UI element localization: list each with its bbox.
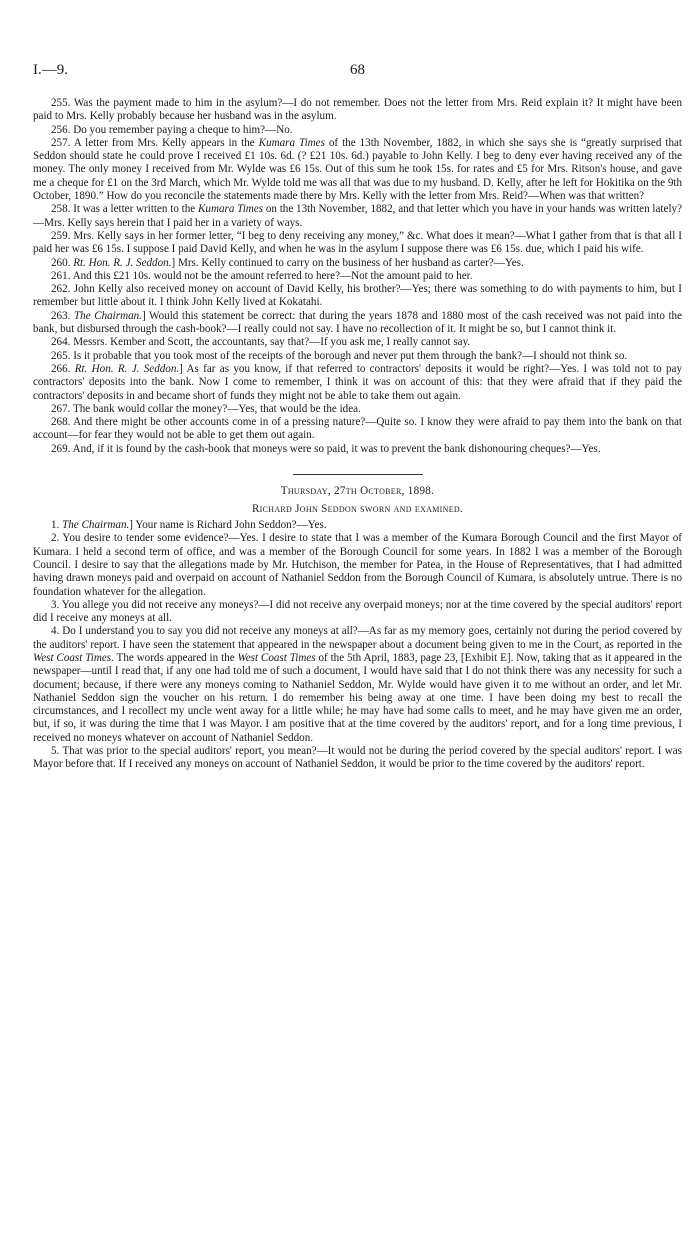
page-header	[33, 62, 682, 82]
testimony-paragraph: 257. A letter from Mrs. Kelly appears in the Kumara Times of the 13th November, 1882, in which she says she is “greatly surprised that Seddon should state he could prove I received £1 10s. 6d. (? £21 10s. 6d.) payable to John Kelly. I beg to deny ever having received any of the money. The only money I received from Mr. Wylde was £6 15s. Out of this sum he took 15s. for rates and £5 for Mrs. Ritson's house, and gave me a cheque for £1 on the 3rd March, which Mr. Wylde told me was all that was due to my husband. D. Kelly, after he left for Hokitika on the 9th October, 1890.” How do you reconcile the statements made there by Mrs. Kelly with the letter from Mrs. Reid?—When was that written?	[33, 136, 682, 203]
testimony-paragraph: 259. Mrs. Kelly says in her former letter, “I beg to deny receiving any money,” &c. What does it mean?—What I gather from that is that all I paid her was £6 15s. I suppose I paid David Kelly, and when he was in the asylum I suppose there was £6 15s. due, which I paid his wife.	[33, 229, 682, 256]
testimony-paragraph: 269. And, if it is found by the cash-book that moneys were so paid, it was to prevent the bank dishonouring cheques?—Yes.	[51, 442, 601, 455]
testimony-paragraph: 1. The Chairman.] Your name is Richard John Seddon?—Yes.	[51, 519, 327, 532]
testimony-paragraph: 263. The Chairman.] Would this statement be correct: that during the years 1878 and 1880 most of the cash received was not paid into the bank, but disbursed through the cash-book?—I really could not say. I have no recollection of it. It might be so, but I cannot think it.	[33, 309, 683, 336]
testimony-paragraph: 258. It was a letter written to the Kumara Times on the 13th November, 1882, and that letter which you have in your hands was written lately?—Mrs. Kelly says herein that I paid her in a variety of ways.	[33, 203, 682, 229]
testimony-paragraph: 261. And this £21 10s. would not be the amount referred to here?—Not the amount paid to her.	[51, 269, 473, 282]
testimony-paragraph: 3. You allege you did not receive any moneys?—I did not receive any overpaid moneys; nor at the time covered by the special auditors' report did I receive any moneys at all.	[33, 598, 682, 625]
testimony-paragraph: 267. The bank would collar the money?—Yes, that would be the idea.	[51, 402, 361, 415]
testimony-section-1	[33, 97, 682, 456]
testimony-paragraph: 255. Was the payment made to him in the asylum?—I do not remember. Does not the letter from Mrs. Reid explain it? It might have been paid to Mrs. Kelly probably because her husband was in the asylum.	[33, 97, 682, 123]
testimony-paragraph: 262. John Kelly also received money on account of David Kelly, his brother?—Yes; there was something to do with payments to him, but I remember but little about it. I think John Kelly lived at Kokatahi.	[33, 283, 682, 309]
session-date-heading: Thursday, 27th October, 1898.	[280, 485, 435, 498]
testimony-paragraph: 4. Do I understand you to say you did not receive any moneys at all?—As far as my memory goes, certainly not during the period covered by the auditors' report. I have seen the statement that appeared in the newspaper about a document being given to me in the Court, as reported in the West Coast Times. The words appeared in the West Coast Times of the 5th April, 1883, page 23, [Exhibit E]. Now, taking that as it appeared in the newspaper—until I read that, if any one had told me of such a document, I would have said that I do not think there was any necessity for such a document; because, if there were any moneys coming to Nathaniel Seddon, Mr. Wylde would have given it to me without an order, and let Mr. Nathaniel Seddon sign the voucher on his return. I do remember his being away at one time. I have been doing my best to recall the circumstances, and I recollect my uncle went away for a little while; he may have had some calls to meet, and he may have given me an order, but, if so, it was during the time that I was Mayor. I am positive that at the time covered by the auditors' report, and for a long time previous, I received no moneys whatever on account of Nathaniel Seddon.	[33, 625, 682, 744]
witness-heading: Richard John Seddon sworn and examined.	[251, 503, 464, 516]
testimony-paragraph: 265. Is it probable that you took most of the receipts of the borough and never put them through the bank?—I should not think so.	[51, 349, 628, 362]
testimony-section-2	[33, 519, 682, 772]
section-divider	[293, 474, 423, 475]
document-body	[33, 97, 682, 772]
testimony-paragraph: 5. That was prior to the special auditors' report, you mean?—It would not be during the period covered by the special auditors' report. I was Mayor before that. If I received any moneys on account of Nathaniel Seddon, it would be prior to the time covered by the auditors' report.	[33, 745, 682, 771]
page-number: 68	[350, 62, 365, 78]
testimony-paragraph: 266. Rt. Hon. R. J. Seddon.] As far as you know, if that referred to contractors' deposits it would be right?—Yes. I was told not to pay contractors' deposits into the bank. Now I come to remember, I think it was on account of this: that they were afraid that if they paid the contractors' deposits in and became short of funds they might not be able to take them out again.	[33, 362, 682, 402]
testimony-paragraph: 260. Rt. Hon. R. J. Seddon.] Mrs. Kelly continued to carry on the business of her husband as carter?—Yes.	[51, 256, 524, 269]
paper-reference: I.—9.	[33, 62, 68, 78]
testimony-paragraph: 256. Do you remember paying a cheque to him?—No.	[51, 123, 293, 136]
testimony-paragraph: 264. Messrs. Kember and Scott, the accountants, say that?—If you ask me, I really cannot say.	[51, 336, 471, 349]
testimony-paragraph: 2. You desire to tender some evidence?—Yes. I desire to state that I was a member of the Kumara Borough Council and the first Mayor of Kumara. I held a second term of office, and was a member of the Borough Council for some years. In 1882 I was a member of the Borough Council. I desire to say that the allegations made by Mr. Hutchison, the member for Patea, in the House of Representatives, that I had admitted having drawn moneys paid and overpaid on account of Nathaniel Seddon from the Borough Council of Kumara, is absolutely untrue. There is no foundation whatever for the allegation.	[33, 532, 682, 598]
testimony-paragraph: 268. And there might be other accounts come in of a pressing nature?—Quite so. I know they were afraid to pay them into the bank on that account—for fear they would not be able to get them out again.	[33, 416, 682, 442]
